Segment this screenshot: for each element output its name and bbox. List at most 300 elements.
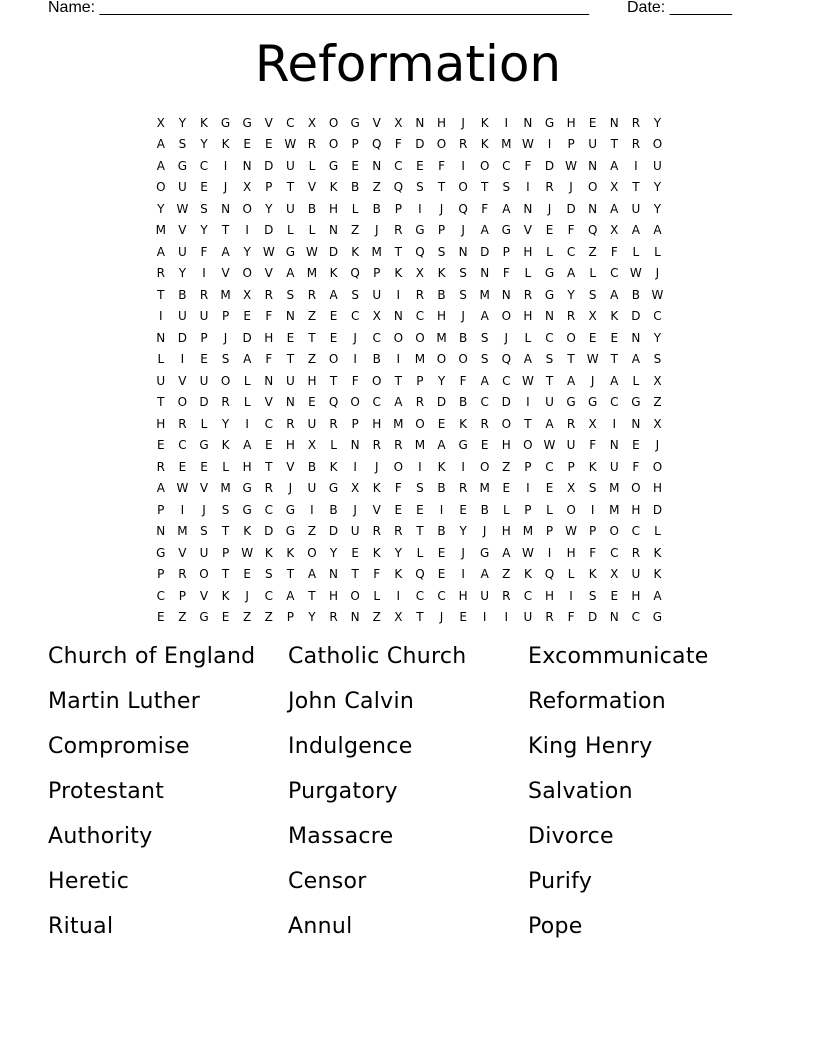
grid-letter: A bbox=[243, 438, 252, 453]
grid-letter: N bbox=[609, 438, 619, 453]
grid-letter: J bbox=[461, 309, 465, 324]
grid-letter: Z bbox=[264, 610, 273, 625]
grid-letter: H bbox=[566, 115, 576, 130]
grid-letter: Q bbox=[458, 201, 468, 216]
grid-letter: J bbox=[288, 481, 293, 496]
grid-letter: R bbox=[178, 567, 187, 582]
grid-letter: E bbox=[200, 459, 208, 474]
grid-row bbox=[150, 607, 668, 629]
grid-letter: N bbox=[156, 330, 166, 345]
grid-letter: I bbox=[353, 352, 357, 367]
grid-letter: R bbox=[264, 287, 273, 302]
grid-letter: A bbox=[243, 352, 252, 367]
grid-letter: O bbox=[307, 545, 317, 560]
grid-letter: B bbox=[372, 352, 381, 367]
grid-letter: Z bbox=[502, 567, 511, 582]
grid-letter: M bbox=[306, 266, 318, 281]
grid-row bbox=[150, 112, 668, 134]
grid-letter: Y bbox=[200, 223, 208, 238]
grid-row bbox=[150, 220, 668, 242]
date-field: Date: _______ bbox=[627, 0, 732, 16]
grid-letter: V bbox=[372, 502, 381, 517]
grid-letter: C bbox=[372, 330, 381, 345]
grid-letter: K bbox=[200, 115, 208, 130]
grid-letter: C bbox=[264, 416, 273, 431]
grid-letter: H bbox=[566, 545, 576, 560]
grid-letter: O bbox=[436, 137, 447, 152]
grid-letter: F bbox=[632, 459, 640, 474]
grid-letter: I bbox=[526, 481, 530, 496]
grid-letter: E bbox=[243, 567, 251, 582]
grid-letter: V bbox=[523, 223, 532, 238]
grid-letter: I bbox=[439, 502, 444, 517]
grid-letter: I bbox=[245, 223, 249, 238]
grid-letter: N bbox=[588, 158, 598, 173]
grid-letter: I bbox=[461, 158, 465, 173]
grid-letter: U bbox=[285, 373, 295, 388]
grid-letter: Y bbox=[653, 330, 662, 345]
name-field: Name: _______________________________________________________ bbox=[48, 0, 589, 16]
grid-letter: M bbox=[155, 223, 166, 238]
grid-letter: A bbox=[566, 373, 576, 388]
grid-letter: C bbox=[566, 244, 576, 259]
grid-letter: K bbox=[653, 545, 662, 560]
grid-letter: R bbox=[394, 438, 403, 453]
grid-letter: Q bbox=[501, 352, 512, 367]
word-list-item: Ritual bbox=[48, 914, 114, 939]
grid-letter: E bbox=[243, 137, 251, 152]
grid-letter: S bbox=[653, 352, 662, 367]
grid-letter: P bbox=[416, 373, 424, 388]
grid-letter: M bbox=[177, 524, 188, 539]
grid-row bbox=[150, 177, 668, 199]
grid-letter: C bbox=[437, 588, 446, 603]
grid-letter: G bbox=[242, 502, 252, 517]
grid-letter: A bbox=[286, 588, 295, 603]
grid-letter: F bbox=[567, 610, 575, 625]
grid-letter: E bbox=[286, 330, 295, 345]
grid-letter: C bbox=[264, 502, 273, 517]
word-list-item: Excommunicate bbox=[528, 644, 709, 669]
grid-letter: P bbox=[567, 137, 575, 152]
grid-letter: H bbox=[501, 524, 511, 539]
grid-letter: T bbox=[221, 524, 230, 539]
grid-letter: J bbox=[461, 115, 465, 130]
grid-letter: D bbox=[652, 502, 663, 517]
grid-letter: P bbox=[351, 137, 359, 152]
grid-letter: E bbox=[264, 438, 273, 453]
grid-letter: T bbox=[329, 373, 338, 388]
grid-letter: D bbox=[566, 201, 576, 216]
grid-letter: P bbox=[502, 244, 510, 259]
grid-letter: M bbox=[609, 481, 620, 496]
grid-letter: E bbox=[416, 158, 424, 173]
grid-letter: N bbox=[501, 287, 511, 302]
grid-letter: C bbox=[415, 588, 425, 603]
grid-letter: A bbox=[610, 373, 619, 388]
grid-letter: O bbox=[350, 395, 360, 410]
grid-letter: A bbox=[502, 545, 511, 560]
grid-letter: R bbox=[156, 266, 165, 281]
grid-letter: A bbox=[286, 266, 295, 281]
grid-letter: K bbox=[286, 545, 295, 560]
grid-letter: Q bbox=[328, 395, 339, 410]
grid-letter: O bbox=[242, 201, 252, 216]
grid-letter: F bbox=[524, 158, 532, 173]
grid-letter: F bbox=[589, 545, 597, 560]
grid-letter: A bbox=[502, 201, 511, 216]
grid-letter: A bbox=[610, 287, 619, 302]
grid-letter: W bbox=[565, 158, 578, 173]
grid-letter: L bbox=[222, 459, 229, 474]
grid-letter: L bbox=[351, 201, 359, 216]
grid-letter: Z bbox=[307, 524, 317, 539]
grid-letter: O bbox=[652, 459, 663, 474]
grid-letter: S bbox=[459, 266, 467, 281]
grid-letter: T bbox=[308, 330, 316, 345]
grid-letter: I bbox=[504, 610, 509, 625]
grid-letter: W bbox=[176, 201, 189, 216]
grid-letter: V bbox=[221, 266, 230, 281]
grid-letter: K bbox=[329, 266, 338, 281]
grid-letter: J bbox=[547, 201, 552, 216]
grid-letter: C bbox=[199, 158, 209, 173]
grid-letter: E bbox=[502, 481, 511, 496]
grid-letter: G bbox=[242, 481, 252, 496]
grid-letter: Y bbox=[653, 115, 662, 130]
grid-letter: S bbox=[416, 481, 424, 496]
grid-letter: Q bbox=[587, 223, 598, 238]
grid-letter: B bbox=[458, 395, 468, 410]
grid-letter: S bbox=[286, 287, 295, 302]
grid-letter: E bbox=[632, 438, 640, 453]
grid-letter: O bbox=[328, 137, 339, 152]
grid-letter: N bbox=[329, 223, 339, 238]
grid-letter: T bbox=[545, 373, 554, 388]
grid-letter: T bbox=[481, 180, 489, 195]
grid-letter: T bbox=[286, 352, 295, 367]
grid-letter: T bbox=[394, 373, 402, 388]
grid-letter: W bbox=[543, 438, 556, 453]
grid-letter: A bbox=[156, 137, 165, 152]
grid-letter: E bbox=[329, 309, 338, 324]
grid-letter: A bbox=[631, 223, 640, 238]
grid-letter: O bbox=[479, 158, 490, 173]
grid-letter: E bbox=[437, 545, 446, 560]
grid-letter: R bbox=[631, 545, 641, 560]
grid-letter: W bbox=[629, 266, 642, 281]
grid-letter: T bbox=[351, 567, 359, 582]
grid-letter: I bbox=[526, 395, 530, 410]
grid-letter: H bbox=[437, 115, 447, 130]
grid-letter: F bbox=[567, 223, 575, 238]
grid-letter: G bbox=[458, 438, 468, 453]
grid-letter: U bbox=[177, 309, 187, 324]
grid-letter: B bbox=[480, 502, 489, 517]
grid-letter: E bbox=[416, 502, 424, 517]
grid-letter: A bbox=[523, 352, 532, 367]
grid-letter: S bbox=[200, 524, 208, 539]
grid-letter: M bbox=[393, 416, 404, 431]
grid-letter: G bbox=[285, 524, 296, 539]
grid-letter: V bbox=[264, 115, 273, 130]
grid-letter: P bbox=[394, 201, 402, 216]
grid-letter: J bbox=[439, 610, 444, 625]
grid-letter: E bbox=[610, 588, 619, 603]
grid-letter: N bbox=[156, 524, 166, 539]
word-list-item: Divorce bbox=[528, 824, 614, 849]
grid-letter: C bbox=[502, 158, 511, 173]
grid-letter: D bbox=[328, 524, 339, 539]
grid-letter: P bbox=[437, 223, 446, 238]
grid-letter: K bbox=[221, 588, 230, 603]
grid-letter: D bbox=[328, 244, 339, 259]
grid-letter: A bbox=[566, 266, 576, 281]
grid-letter: Q bbox=[544, 567, 555, 582]
grid-letter: N bbox=[329, 567, 339, 582]
grid-letter: V bbox=[372, 115, 381, 130]
grid-letter: Y bbox=[437, 373, 446, 388]
grid-row bbox=[150, 306, 668, 328]
grid-letter: S bbox=[502, 180, 511, 195]
grid-letter: I bbox=[180, 502, 185, 517]
grid-letter: B bbox=[329, 502, 338, 517]
grid-letter: N bbox=[523, 201, 533, 216]
word-list-item: John Calvin bbox=[288, 689, 415, 714]
grid-letter: B bbox=[178, 287, 187, 302]
grid-letter: R bbox=[480, 416, 489, 431]
grid-letter: M bbox=[371, 244, 382, 259]
grid-letter: C bbox=[286, 115, 295, 130]
grid-letter: O bbox=[587, 180, 598, 195]
grid-letter: X bbox=[588, 416, 597, 431]
grid-letter: M bbox=[479, 287, 490, 302]
grid-letter: R bbox=[307, 137, 317, 152]
grid-letter: E bbox=[351, 545, 359, 560]
grid-letter: J bbox=[590, 373, 595, 388]
grid-letter: X bbox=[307, 438, 317, 453]
word-list-item: Reformation bbox=[528, 689, 667, 714]
grid-letter: B bbox=[631, 287, 640, 302]
grid-letter: R bbox=[329, 610, 338, 625]
grid-letter: L bbox=[524, 330, 532, 345]
grid-letter: K bbox=[329, 180, 338, 195]
grid-letter: M bbox=[436, 330, 447, 345]
grid-letter: D bbox=[264, 524, 274, 539]
grid-letter: R bbox=[545, 180, 554, 195]
grid-letter: L bbox=[373, 588, 381, 603]
word-list-item: Martin Luther bbox=[48, 689, 201, 714]
grid-letter: I bbox=[396, 352, 401, 367]
grid-letter: F bbox=[373, 567, 381, 582]
grid-letter: P bbox=[178, 588, 187, 603]
grid-letter: S bbox=[588, 481, 597, 496]
grid-letter: T bbox=[308, 588, 316, 603]
grid-letter: B bbox=[437, 287, 446, 302]
grid-letter: N bbox=[480, 266, 490, 281]
grid-letter: I bbox=[223, 158, 228, 173]
grid-letter: C bbox=[264, 588, 273, 603]
grid-letter: K bbox=[523, 567, 532, 582]
grid-letter: C bbox=[350, 309, 360, 324]
grid-letter: N bbox=[393, 309, 403, 324]
grid-letter: K bbox=[459, 416, 468, 431]
grid-letter: I bbox=[310, 502, 314, 517]
grid-letter: J bbox=[439, 201, 444, 216]
grid-letter: S bbox=[416, 180, 424, 195]
grid-letter: K bbox=[437, 459, 446, 474]
word-list-item: Indulgence bbox=[288, 734, 413, 759]
grid-letter: U bbox=[285, 201, 295, 216]
grid-letter: T bbox=[437, 180, 446, 195]
grid-letter: K bbox=[480, 115, 489, 130]
grid-letter: L bbox=[589, 266, 597, 281]
grid-letter: R bbox=[372, 438, 381, 453]
grid-letter: P bbox=[221, 545, 230, 560]
grid-letter: O bbox=[350, 588, 360, 603]
grid-letter: E bbox=[545, 223, 554, 238]
grid-letter: G bbox=[501, 223, 511, 238]
grid-letter: H bbox=[285, 438, 295, 453]
grid-letter: G bbox=[415, 223, 425, 238]
grid-letter: G bbox=[177, 158, 188, 173]
grid-row bbox=[150, 263, 668, 285]
grid-letter: E bbox=[157, 438, 165, 453]
grid-letter: A bbox=[480, 309, 489, 324]
grid-letter: U bbox=[588, 137, 598, 152]
grid-letter: I bbox=[180, 352, 185, 367]
grid-letter: Z bbox=[307, 309, 317, 324]
grid-letter: J bbox=[223, 180, 228, 195]
letter-grid bbox=[150, 112, 668, 628]
grid-letter: D bbox=[631, 309, 641, 324]
grid-letter: H bbox=[631, 588, 641, 603]
grid-letter: U bbox=[372, 287, 382, 302]
grid-letter: W bbox=[241, 545, 254, 560]
grid-letter: O bbox=[436, 352, 447, 367]
grid-letter: S bbox=[437, 244, 446, 259]
grid-letter: E bbox=[459, 502, 467, 517]
grid-letter: P bbox=[589, 524, 597, 539]
grid-letter: U bbox=[480, 588, 490, 603]
grid-letter: N bbox=[221, 201, 231, 216]
grid-letter: F bbox=[438, 158, 445, 173]
grid-letter: W bbox=[284, 137, 297, 152]
grid-letter: A bbox=[610, 158, 619, 173]
grid-letter: J bbox=[374, 459, 379, 474]
grid-letter: U bbox=[177, 244, 187, 259]
word-list-item: Catholic Church bbox=[288, 644, 467, 669]
grid-letter: C bbox=[610, 395, 619, 410]
grid-letter: O bbox=[566, 330, 576, 345]
grid-letter: T bbox=[286, 567, 295, 582]
grid-letter: R bbox=[566, 309, 576, 324]
grid-letter: G bbox=[285, 244, 296, 259]
grid-letter: G bbox=[480, 545, 490, 560]
grid-letter: D bbox=[501, 395, 511, 410]
grid-letter: S bbox=[545, 352, 554, 367]
grid-letter: X bbox=[415, 266, 425, 281]
grid-letter: K bbox=[588, 567, 597, 582]
grid-letter: G bbox=[544, 266, 555, 281]
grid-letter: Y bbox=[243, 244, 251, 259]
grid-letter: K bbox=[243, 524, 252, 539]
grid-letter: O bbox=[652, 137, 663, 152]
grid-letter: H bbox=[458, 588, 468, 603]
grid-row bbox=[150, 413, 668, 435]
grid-letter: W bbox=[565, 524, 578, 539]
grid-row bbox=[150, 392, 668, 414]
grid-row bbox=[150, 155, 668, 177]
grid-letter: U bbox=[199, 373, 209, 388]
grid-letter: R bbox=[631, 137, 641, 152]
grid-letter: A bbox=[545, 416, 554, 431]
grid-letter: R bbox=[502, 588, 511, 603]
grid-letter: I bbox=[245, 416, 249, 431]
grid-letter: K bbox=[610, 309, 619, 324]
grid-letter: S bbox=[178, 137, 187, 152]
grid-letter: I bbox=[526, 180, 530, 195]
grid-letter: F bbox=[502, 266, 510, 281]
grid-row bbox=[150, 564, 668, 586]
grid-row bbox=[150, 349, 668, 371]
word-list-item: Protestant bbox=[48, 779, 165, 804]
grid-letter: T bbox=[524, 416, 532, 431]
grid-letter: O bbox=[220, 373, 231, 388]
grid-letter: T bbox=[567, 352, 575, 367]
grid-letter: L bbox=[632, 373, 640, 388]
grid-letter: J bbox=[353, 330, 357, 345]
grid-letter: P bbox=[351, 416, 359, 431]
grid-letter: V bbox=[178, 545, 187, 560]
grid-letter: R bbox=[458, 481, 468, 496]
grid-letter: O bbox=[609, 524, 619, 539]
grid-letter: N bbox=[523, 115, 533, 130]
word-list-item: Purify bbox=[528, 869, 593, 894]
grid-letter: B bbox=[372, 201, 381, 216]
grid-letter: O bbox=[393, 330, 404, 345]
grid-row bbox=[150, 284, 668, 306]
grid-letter: V bbox=[307, 180, 317, 195]
grid-letter: Y bbox=[200, 137, 208, 152]
grid-letter: V bbox=[199, 481, 209, 496]
grid-letter: K bbox=[329, 459, 338, 474]
grid-letter: F bbox=[265, 352, 273, 367]
grid-letter: O bbox=[523, 438, 533, 453]
grid-letter: H bbox=[631, 502, 641, 517]
grid-letter: J bbox=[461, 545, 465, 560]
grid-letter: Y bbox=[178, 266, 187, 281]
grid-letter: K bbox=[221, 137, 230, 152]
grid-letter: O bbox=[372, 373, 382, 388]
grid-letter: I bbox=[569, 588, 573, 603]
grid-row bbox=[150, 134, 668, 156]
grid-letter: I bbox=[504, 115, 509, 130]
grid-letter: E bbox=[264, 137, 273, 152]
grid-letter: E bbox=[200, 180, 208, 195]
grid-letter: A bbox=[156, 158, 165, 173]
grid-letter: Y bbox=[567, 287, 575, 302]
grid-letter: S bbox=[200, 201, 208, 216]
grid-letter: L bbox=[524, 266, 532, 281]
word-list-item: Compromise bbox=[48, 734, 190, 759]
grid-letter: F bbox=[459, 373, 467, 388]
grid-letter: W bbox=[586, 352, 599, 367]
grid-letter: E bbox=[480, 438, 489, 453]
grid-letter: H bbox=[523, 309, 533, 324]
word-list-item: King Henry bbox=[528, 734, 653, 759]
grid-letter: L bbox=[546, 502, 553, 517]
